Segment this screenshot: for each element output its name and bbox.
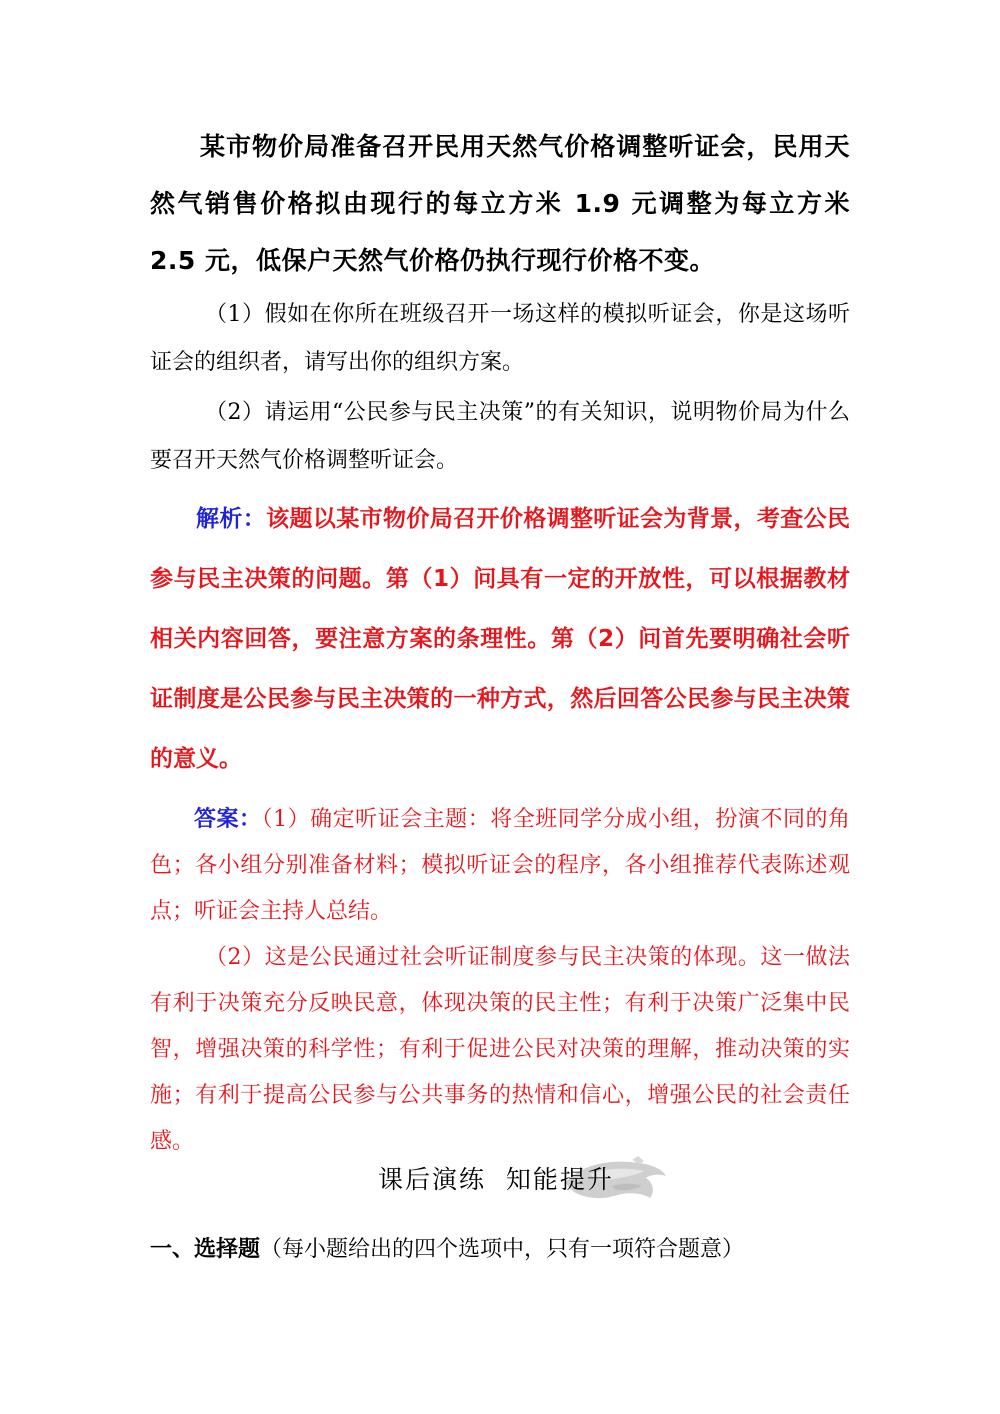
section-banner <box>360 1150 680 1210</box>
section-title: 一、选择题 <box>150 1237 261 1262</box>
answer-paragraph-1 <box>150 797 850 935</box>
analysis-label: 解析： <box>196 506 267 532</box>
document-body <box>150 118 850 1165</box>
sub-question-1: （1）假如在你所在班级召开一场这样的模拟听证会，你是这场听证会的组织者，请写出你的组织方案。 <box>150 302 850 375</box>
sub-question-2: （2）请运用“公民参与民主决策”的有关知识，说明物价局为什么要召开天然气价格调整听证会。 <box>150 400 850 473</box>
banner-title: 课后演练 知能提升 <box>378 1165 614 1194</box>
section-heading <box>150 1230 744 1270</box>
analysis-paragraph <box>150 489 850 789</box>
analysis-text: 该题以某市物价局召开价格调整听证会为背景，考查公民参与民主决策的问题。第（1）问具有一定的开放性，可以根据教材相关内容回答，要注意方案的条理性。第（2）问首先要明确社会听证制度是公民参与民主决策的一种方式，然后回答公民参与民主决策的意义。 <box>150 506 851 772</box>
answer-part-1: （1）确定听证会主题：将全班同学分成小组，扮演不同的角色；各小组分别准备材料；模拟听证会的程序，各小组推荐代表陈述观点；听证会主持人总结。 <box>150 807 850 924</box>
answer-label: 答案： <box>194 807 262 832</box>
question-stem: 某市物价局准备召开民用天然气价格调整听证会，民用天然气销售价格拟由现行的每立方米 1.9 元调整为每立方米 2.5 元，低保户天然气价格仍执行现行价格不变。 <box>150 132 850 275</box>
answer-paragraph-2: （2）这是公民通过社会听证制度参与民主决策的体现。这一做法有利于决策充分反映民意，体现决策的民主性；有利于决策广泛集中民智，增强决策的科学性；有利于促进公民对决策的理解，推动决策的实施；有利于提高公民参与公共事务的热情和信心，增强公民的社会责任感。 <box>150 945 850 1154</box>
section-note: （每小题给出的四个选项中，只有一项符合题意） <box>260 1237 745 1262</box>
